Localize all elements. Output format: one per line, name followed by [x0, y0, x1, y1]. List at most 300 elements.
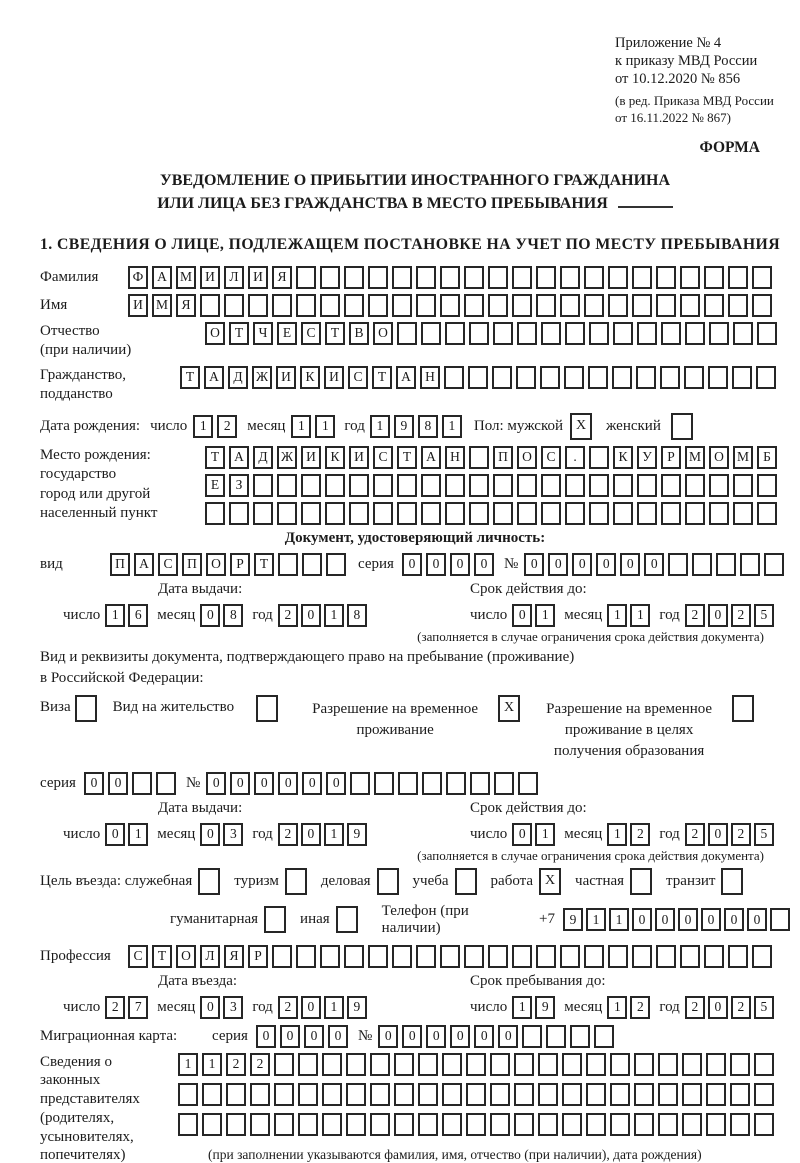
char-cell[interactable]	[418, 1083, 438, 1106]
char-cell[interactable]	[685, 474, 705, 497]
char-cell[interactable]: 1	[324, 823, 344, 846]
char-cell[interactable]	[397, 502, 417, 525]
char-cell[interactable]: Д	[228, 366, 248, 389]
char-cell[interactable]	[740, 553, 760, 576]
char-cell[interactable]: О	[206, 553, 226, 576]
char-cell[interactable]	[468, 366, 488, 389]
char-cell[interactable]: 0	[84, 772, 104, 795]
char-cell[interactable]	[536, 294, 556, 317]
char-cell[interactable]: А	[204, 366, 224, 389]
char-cell[interactable]	[416, 945, 436, 968]
char-cell[interactable]: 0	[701, 908, 721, 931]
char-cell[interactable]	[296, 294, 316, 317]
char-cell[interactable]	[200, 294, 220, 317]
char-cell[interactable]: С	[348, 366, 368, 389]
char-cell[interactable]	[757, 322, 777, 345]
char-cell[interactable]	[302, 553, 322, 576]
char-cell[interactable]	[589, 502, 609, 525]
char-cell[interactable]	[349, 474, 369, 497]
char-cell[interactable]	[709, 322, 729, 345]
char-cell[interactable]	[344, 294, 364, 317]
char-cell[interactable]: С	[541, 446, 561, 469]
char-cell[interactable]: Т	[229, 322, 249, 345]
char-cell[interactable]: 1	[291, 415, 311, 438]
char-cell[interactable]: 0	[450, 1025, 470, 1048]
char-cell[interactable]: 1	[105, 604, 125, 627]
char-cell[interactable]	[322, 1053, 342, 1076]
char-cell[interactable]: Т	[254, 553, 274, 576]
purpose-study-checkbox[interactable]	[455, 868, 477, 895]
char-cell[interactable]	[610, 1113, 630, 1136]
char-cell[interactable]	[346, 1083, 366, 1106]
char-cell[interactable]	[442, 1083, 462, 1106]
char-cell[interactable]: С	[128, 945, 148, 968]
char-cell[interactable]: 0	[512, 604, 532, 627]
char-cell[interactable]: 0	[474, 1025, 494, 1048]
char-cell[interactable]	[517, 322, 537, 345]
char-cell[interactable]	[370, 1053, 390, 1076]
char-cell[interactable]	[706, 1113, 726, 1136]
char-cell[interactable]: 0	[301, 823, 321, 846]
char-cell[interactable]: Р	[248, 945, 268, 968]
char-cell[interactable]: Т	[372, 366, 392, 389]
char-cell[interactable]	[253, 502, 273, 525]
char-cell[interactable]: 0	[301, 604, 321, 627]
char-cell[interactable]: 1	[370, 415, 390, 438]
char-cell[interactable]: 3	[223, 823, 243, 846]
char-cell[interactable]	[704, 294, 724, 317]
char-cell[interactable]: 1	[630, 604, 650, 627]
char-cell[interactable]	[682, 1053, 702, 1076]
char-cell[interactable]	[538, 1053, 558, 1076]
residence-permit-checkbox[interactable]	[256, 695, 278, 722]
char-cell[interactable]	[469, 322, 489, 345]
char-cell[interactable]	[464, 266, 484, 289]
char-cell[interactable]: 8	[223, 604, 243, 627]
char-cell[interactable]: П	[110, 553, 130, 576]
char-cell[interactable]: Я	[272, 266, 292, 289]
char-cell[interactable]	[733, 474, 753, 497]
char-cell[interactable]	[541, 322, 561, 345]
char-cell[interactable]: 0	[512, 823, 532, 846]
char-cell[interactable]	[445, 322, 465, 345]
char-cell[interactable]	[132, 772, 152, 795]
char-cell[interactable]: 1	[324, 996, 344, 1019]
char-cell[interactable]: 2	[278, 996, 298, 1019]
char-cell[interactable]: С	[373, 446, 393, 469]
char-cell[interactable]: Я	[224, 945, 244, 968]
char-cell[interactable]	[680, 294, 700, 317]
char-cell[interactable]	[588, 366, 608, 389]
char-cell[interactable]	[565, 474, 585, 497]
char-cell[interactable]	[440, 945, 460, 968]
sex-male-checkbox[interactable]: X	[570, 413, 592, 440]
char-cell[interactable]	[565, 322, 585, 345]
char-cell[interactable]: 0	[632, 908, 652, 931]
char-cell[interactable]	[346, 1053, 366, 1076]
char-cell[interactable]: 0	[254, 772, 274, 795]
char-cell[interactable]: О	[176, 945, 196, 968]
char-cell[interactable]: 0	[498, 1025, 518, 1048]
char-cell[interactable]: Б	[757, 446, 777, 469]
char-cell[interactable]	[584, 266, 604, 289]
char-cell[interactable]: 0	[105, 823, 125, 846]
char-cell[interactable]	[421, 502, 441, 525]
char-cell[interactable]: 1	[607, 823, 627, 846]
char-cell[interactable]	[594, 1025, 614, 1048]
char-cell[interactable]	[490, 1083, 510, 1106]
char-cell[interactable]: А	[134, 553, 154, 576]
char-cell[interactable]	[562, 1113, 582, 1136]
char-cell[interactable]	[344, 266, 364, 289]
char-cell[interactable]: 0	[747, 908, 767, 931]
char-cell[interactable]: 0	[378, 1025, 398, 1048]
char-cell[interactable]	[634, 1083, 654, 1106]
char-cell[interactable]: 5	[754, 604, 774, 627]
char-cell[interactable]	[442, 1053, 462, 1076]
char-cell[interactable]: Т	[180, 366, 200, 389]
char-cell[interactable]	[178, 1113, 198, 1136]
char-cell[interactable]: 1	[315, 415, 335, 438]
char-cell[interactable]	[754, 1113, 774, 1136]
char-cell[interactable]: З	[229, 474, 249, 497]
char-cell[interactable]: Ж	[277, 446, 297, 469]
char-cell[interactable]	[394, 1113, 414, 1136]
char-cell[interactable]: И	[276, 366, 296, 389]
char-cell[interactable]: 0	[206, 772, 226, 795]
char-cell[interactable]	[656, 266, 676, 289]
char-cell[interactable]	[490, 1113, 510, 1136]
char-cell[interactable]	[709, 474, 729, 497]
char-cell[interactable]: 0	[302, 772, 322, 795]
char-cell[interactable]: Ф	[128, 266, 148, 289]
char-cell[interactable]: 0	[724, 908, 744, 931]
char-cell[interactable]: 1	[193, 415, 213, 438]
char-cell[interactable]	[658, 1053, 678, 1076]
char-cell[interactable]: И	[200, 266, 220, 289]
char-cell[interactable]	[466, 1083, 486, 1106]
char-cell[interactable]	[469, 502, 489, 525]
char-cell[interactable]: 0	[678, 908, 698, 931]
char-cell[interactable]: 0	[426, 553, 446, 576]
char-cell[interactable]	[728, 945, 748, 968]
char-cell[interactable]	[656, 945, 676, 968]
char-cell[interactable]: 2	[731, 604, 751, 627]
char-cell[interactable]: О	[205, 322, 225, 345]
char-cell[interactable]	[752, 266, 772, 289]
char-cell[interactable]	[632, 266, 652, 289]
char-cell[interactable]	[756, 366, 776, 389]
char-cell[interactable]: 1	[607, 996, 627, 1019]
char-cell[interactable]	[656, 294, 676, 317]
char-cell[interactable]	[637, 322, 657, 345]
char-cell[interactable]	[370, 1113, 390, 1136]
char-cell[interactable]: А	[229, 446, 249, 469]
char-cell[interactable]: 9	[563, 908, 583, 931]
char-cell[interactable]	[708, 366, 728, 389]
char-cell[interactable]	[522, 1025, 542, 1048]
char-cell[interactable]: 1	[609, 908, 629, 931]
char-cell[interactable]: 0	[200, 823, 220, 846]
visa-checkbox[interactable]	[75, 695, 97, 722]
char-cell[interactable]	[536, 945, 556, 968]
char-cell[interactable]: 0	[278, 772, 298, 795]
char-cell[interactable]	[272, 945, 292, 968]
char-cell[interactable]: 0	[572, 553, 592, 576]
char-cell[interactable]: Л	[200, 945, 220, 968]
char-cell[interactable]: А	[421, 446, 441, 469]
char-cell[interactable]: 1	[128, 823, 148, 846]
char-cell[interactable]: С	[158, 553, 178, 576]
char-cell[interactable]: 0	[301, 996, 321, 1019]
char-cell[interactable]	[660, 366, 680, 389]
char-cell[interactable]: М	[685, 446, 705, 469]
char-cell[interactable]	[680, 266, 700, 289]
char-cell[interactable]	[464, 945, 484, 968]
char-cell[interactable]	[538, 1083, 558, 1106]
char-cell[interactable]	[394, 1053, 414, 1076]
char-cell[interactable]	[226, 1083, 246, 1106]
char-cell[interactable]	[392, 266, 412, 289]
char-cell[interactable]	[298, 1053, 318, 1076]
char-cell[interactable]: М	[733, 446, 753, 469]
char-cell[interactable]	[418, 1113, 438, 1136]
char-cell[interactable]	[764, 553, 784, 576]
char-cell[interactable]: 5	[754, 823, 774, 846]
char-cell[interactable]	[229, 502, 249, 525]
char-cell[interactable]	[658, 1113, 678, 1136]
char-cell[interactable]: 1	[607, 604, 627, 627]
char-cell[interactable]	[541, 502, 561, 525]
char-cell[interactable]: 0	[402, 1025, 422, 1048]
char-cell[interactable]	[661, 502, 681, 525]
char-cell[interactable]: 2	[105, 996, 125, 1019]
char-cell[interactable]	[692, 553, 712, 576]
char-cell[interactable]	[373, 474, 393, 497]
char-cell[interactable]	[492, 366, 512, 389]
char-cell[interactable]	[732, 366, 752, 389]
char-cell[interactable]	[757, 502, 777, 525]
char-cell[interactable]: Т	[397, 446, 417, 469]
char-cell[interactable]: 2	[685, 823, 705, 846]
char-cell[interactable]: А	[396, 366, 416, 389]
char-cell[interactable]	[754, 1053, 774, 1076]
char-cell[interactable]	[253, 474, 273, 497]
char-cell[interactable]	[466, 1113, 486, 1136]
purpose-humanitarian-checkbox[interactable]	[264, 906, 286, 933]
char-cell[interactable]: 3	[223, 996, 243, 1019]
char-cell[interactable]	[584, 945, 604, 968]
char-cell[interactable]: Т	[152, 945, 172, 968]
char-cell[interactable]	[374, 772, 394, 795]
char-cell[interactable]	[586, 1113, 606, 1136]
char-cell[interactable]	[421, 322, 441, 345]
char-cell[interactable]: 0	[108, 772, 128, 795]
char-cell[interactable]: 0	[644, 553, 664, 576]
char-cell[interactable]	[346, 1113, 366, 1136]
char-cell[interactable]	[320, 294, 340, 317]
char-cell[interactable]	[538, 1113, 558, 1136]
char-cell[interactable]: Е	[277, 322, 297, 345]
char-cell[interactable]	[488, 945, 508, 968]
char-cell[interactable]	[730, 1083, 750, 1106]
char-cell[interactable]: 7	[128, 996, 148, 1019]
char-cell[interactable]: Н	[420, 366, 440, 389]
char-cell[interactable]: 0	[524, 553, 544, 576]
char-cell[interactable]	[344, 945, 364, 968]
char-cell[interactable]	[325, 502, 345, 525]
char-cell[interactable]: 0	[450, 553, 470, 576]
purpose-transit-checkbox[interactable]	[721, 868, 743, 895]
char-cell[interactable]	[278, 553, 298, 576]
char-cell[interactable]	[608, 266, 628, 289]
char-cell[interactable]	[613, 502, 633, 525]
char-cell[interactable]	[564, 366, 584, 389]
char-cell[interactable]: 2	[278, 604, 298, 627]
char-cell[interactable]: С	[301, 322, 321, 345]
char-cell[interactable]	[680, 945, 700, 968]
char-cell[interactable]	[589, 446, 609, 469]
char-cell[interactable]	[250, 1113, 270, 1136]
char-cell[interactable]: 1	[202, 1053, 222, 1076]
char-cell[interactable]: 0	[620, 553, 640, 576]
char-cell[interactable]: 2	[250, 1053, 270, 1076]
char-cell[interactable]: Т	[325, 322, 345, 345]
char-cell[interactable]	[754, 1083, 774, 1106]
char-cell[interactable]	[320, 945, 340, 968]
char-cell[interactable]	[637, 474, 657, 497]
purpose-business-checkbox[interactable]	[377, 868, 399, 895]
char-cell[interactable]	[156, 772, 176, 795]
char-cell[interactable]	[322, 1113, 342, 1136]
char-cell[interactable]	[514, 1113, 534, 1136]
char-cell[interactable]	[296, 266, 316, 289]
char-cell[interactable]	[466, 1053, 486, 1076]
char-cell[interactable]	[350, 772, 370, 795]
char-cell[interactable]: 0	[426, 1025, 446, 1048]
purpose-other-checkbox[interactable]	[336, 906, 358, 933]
char-cell[interactable]: 8	[418, 415, 438, 438]
char-cell[interactable]	[589, 322, 609, 345]
char-cell[interactable]: А	[152, 266, 172, 289]
char-cell[interactable]	[661, 322, 681, 345]
char-cell[interactable]	[349, 502, 369, 525]
char-cell[interactable]	[570, 1025, 590, 1048]
char-cell[interactable]: К	[325, 446, 345, 469]
char-cell[interactable]	[685, 322, 705, 345]
char-cell[interactable]: Ч	[253, 322, 273, 345]
char-cell[interactable]	[730, 1053, 750, 1076]
char-cell[interactable]	[716, 553, 736, 576]
char-cell[interactable]	[493, 502, 513, 525]
char-cell[interactable]	[514, 1083, 534, 1106]
char-cell[interactable]: М	[176, 266, 196, 289]
char-cell[interactable]: 0	[304, 1025, 324, 1048]
char-cell[interactable]: 2	[731, 823, 751, 846]
char-cell[interactable]: И	[301, 446, 321, 469]
char-cell[interactable]	[752, 294, 772, 317]
char-cell[interactable]	[728, 266, 748, 289]
char-cell[interactable]: И	[349, 446, 369, 469]
char-cell[interactable]	[248, 294, 268, 317]
char-cell[interactable]	[730, 1113, 750, 1136]
temp-permit-edu-checkbox[interactable]	[732, 695, 754, 722]
char-cell[interactable]	[668, 553, 688, 576]
char-cell[interactable]	[608, 945, 628, 968]
purpose-tourism-checkbox[interactable]	[285, 868, 307, 895]
char-cell[interactable]	[560, 945, 580, 968]
char-cell[interactable]	[442, 1113, 462, 1136]
char-cell[interactable]	[658, 1083, 678, 1106]
char-cell[interactable]	[733, 322, 753, 345]
char-cell[interactable]: 0	[326, 772, 346, 795]
char-cell[interactable]	[517, 502, 537, 525]
char-cell[interactable]	[320, 266, 340, 289]
char-cell[interactable]	[685, 502, 705, 525]
char-cell[interactable]	[682, 1083, 702, 1106]
char-cell[interactable]	[272, 294, 292, 317]
char-cell[interactable]	[326, 553, 346, 576]
char-cell[interactable]	[586, 1083, 606, 1106]
char-cell[interactable]: И	[128, 294, 148, 317]
char-cell[interactable]	[661, 474, 681, 497]
char-cell[interactable]	[446, 772, 466, 795]
char-cell[interactable]	[277, 474, 297, 497]
char-cell[interactable]: 0	[708, 823, 728, 846]
char-cell[interactable]: 0	[708, 604, 728, 627]
char-cell[interactable]	[397, 474, 417, 497]
char-cell[interactable]	[421, 474, 441, 497]
char-cell[interactable]	[488, 294, 508, 317]
char-cell[interactable]: Р	[230, 553, 250, 576]
char-cell[interactable]	[560, 294, 580, 317]
char-cell[interactable]	[202, 1083, 222, 1106]
char-cell[interactable]: 2	[685, 996, 705, 1019]
char-cell[interactable]: И	[324, 366, 344, 389]
char-cell[interactable]: 0	[708, 996, 728, 1019]
char-cell[interactable]	[301, 474, 321, 497]
char-cell[interactable]	[440, 294, 460, 317]
char-cell[interactable]	[274, 1113, 294, 1136]
char-cell[interactable]	[632, 294, 652, 317]
char-cell[interactable]	[733, 502, 753, 525]
purpose-official-checkbox[interactable]	[198, 868, 220, 895]
char-cell[interactable]: 2	[226, 1053, 246, 1076]
char-cell[interactable]	[416, 266, 436, 289]
char-cell[interactable]	[610, 1053, 630, 1076]
char-cell[interactable]	[562, 1053, 582, 1076]
char-cell[interactable]	[584, 294, 604, 317]
char-cell[interactable]: 0	[256, 1025, 276, 1048]
char-cell[interactable]: И	[248, 266, 268, 289]
char-cell[interactable]	[444, 366, 464, 389]
char-cell[interactable]: 9	[347, 823, 367, 846]
char-cell[interactable]	[709, 502, 729, 525]
char-cell[interactable]: О	[373, 322, 393, 345]
char-cell[interactable]	[226, 1113, 246, 1136]
char-cell[interactable]	[610, 1083, 630, 1106]
char-cell[interactable]	[205, 502, 225, 525]
char-cell[interactable]: 0	[548, 553, 568, 576]
char-cell[interactable]: У	[637, 446, 657, 469]
char-cell[interactable]: О	[517, 446, 537, 469]
char-cell[interactable]: 0	[200, 996, 220, 1019]
char-cell[interactable]	[512, 266, 532, 289]
purpose-private-checkbox[interactable]	[630, 868, 652, 895]
char-cell[interactable]: 0	[402, 553, 422, 576]
char-cell[interactable]: 2	[731, 996, 751, 1019]
char-cell[interactable]	[493, 474, 513, 497]
